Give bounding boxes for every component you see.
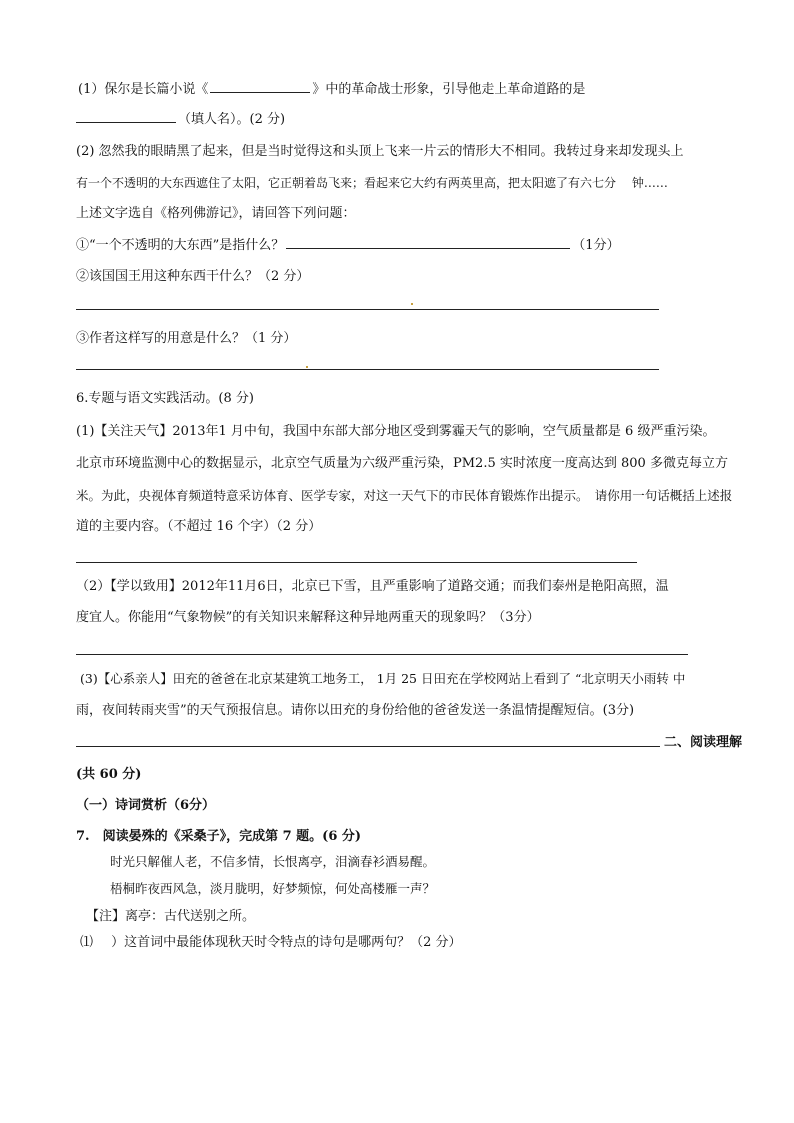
q5-p1-text-c: （填人名）。(2 分) [178,112,286,127]
q6-p3-answer-line[interactable] [76,746,660,747]
q5-p1-line2 [76,110,285,129]
q6-p2-answer-line[interactable] [76,654,688,655]
person-name-blank[interactable] [76,110,176,123]
q6-p3-line1: (3)【心系亲人】田充的爸爸在北京某建筑工地务工， 1月 25 日田充在学校网站上看到了 “北京明天小雨转 中 [80,671,686,686]
q5-sub1-answer-blank[interactable] [286,236,570,249]
q5-p1-text-a: (1）保尔是长篇小说《 [78,82,209,97]
q5-p2-line3: 上述文字选自《格列佛游记》，请回答下列问题： [76,206,356,221]
section2-title-a: 二、阅读理解 [664,735,743,750]
q5-p2-line1: (2) 忽然我的眼睛黑了起来，但是当时觉得这和头顶上飞来一片云的情形大不相同。我转过身来却发现头上 [76,144,684,159]
poem-line-1: 时光只解催人老，不信多情，长恨离亭，泪滴春衫酒易醒。 [110,854,436,869]
speck-mark [306,366,308,368]
q5-sub1-text: ①“一个不透明的大东西”是指什么？ [76,238,285,253]
q6-p2-line2: 度宜人。你能用“气象物候”的有关知识来解释这种异地两重天的现象吗？（3分） [76,610,540,625]
q7-title: 7. 阅读晏殊的《采桑子》，完成第 7 题。(6 分) [76,829,362,844]
q5-p1-text-b: 》中的革命战士形象，引导他走上革命道路的是 [312,82,586,97]
q5-sub1-score: （1分） [572,238,620,253]
poem-note: 【注】离亭：古代送别之所。 [86,909,256,924]
q5-sub2: ②该国国王用这种东西干什么？（2 分） [76,269,310,284]
poem-line-2: 梧桐昨夜西风急，淡月胧明，好梦频惊，何处高楼雁一声？ [110,881,436,896]
q5-sub2-answer-line[interactable] [76,309,659,310]
section2-title-b: (共 60 分) [76,767,142,782]
q5-p2-line2: 有一个不透明的大东西遮住了太阳，它正朝着岛飞来；看起来它大约有两英里高，把太阳遮了有六七分 钟…… [76,176,668,190]
q6-p1-answer-line[interactable] [76,562,637,563]
q7-sub1 [80,934,462,952]
q6-p2-line1: （2）【学以致用】2012年11月6日，北京已下雪，且严重影响了道路交通；而我们泰州是艳阳高照，温 [76,579,669,594]
q7-sub1-text: ）这首词中最能体现秋天时令特点的诗句是哪两句？（2 分） [111,935,462,950]
q6-p1-line1: (1)【关注天气】2013年1 月中旬，我国中东部大部分地区受到雾霾天气的影响，空气质量都是 6 级严重污染。 [76,424,716,439]
q5-p1-line1 [78,80,585,99]
q6-p3-line2: 雨，夜间转雨夹雪”的天气预报信息。请你以田充的身份给他的爸爸发送一条温情提醒短信。(3分) [76,703,635,718]
q5-sub3: ③作者这样写的用意是什么？（1 分） [76,331,297,346]
q6-p1-line3: 米。为此，央视体育频道特意采访体育、医学专家，对这一天气下的市民体育锻炼作出提示。 请你用一句话概括上述报 [76,488,733,503]
q5-sub1 [76,236,620,255]
q6-title: 6.专题与语文实践活动。(8 分) [76,391,254,406]
q5-sub3-answer-line[interactable] [76,369,659,370]
section2-part1: （一）诗词赏析（6分） [76,798,216,813]
q6-p1-line4: 道的主要内容。（不超过 16 个字）（2 分） [76,519,322,534]
q7-sub1-num: ⑴ [80,935,94,950]
q6-p1-line2: 北京市环境监测中心的数据显示，北京空气质量为六级严重污染，PM2.5 实时浓度一度高达到 800 多微克每立方 [76,456,728,471]
speck-mark [411,303,413,305]
novel-title-blank[interactable] [210,80,310,93]
